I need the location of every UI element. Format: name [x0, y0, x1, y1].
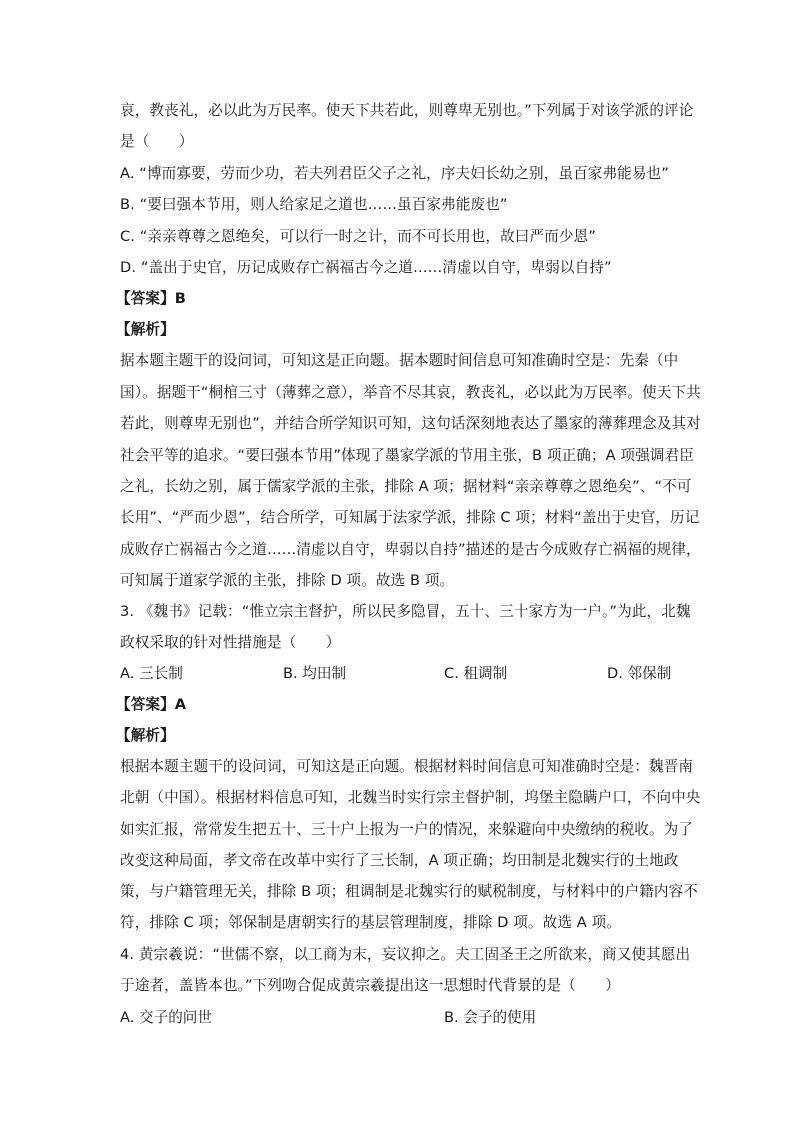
q2-analysis-line-7: 成败存亡祸福古今之道……清虚以自守，卑弱以自持”描述的是古今成败存亡祸福的规律， — [120, 541, 701, 558]
q2-analysis-line-5: 之礼，长幼之别，属于儒家学派的主张，排除 A 项；据材料“亲亲尊尊之恩绝矣”、“不可 — [120, 478, 692, 495]
q3-option-d: D. 邻保制 — [607, 665, 672, 682]
q4-stem-line-2: 于途者，盖皆本也。”下列吻合促成黄宗羲提出这一思想时代背景的是（ ） — [120, 977, 620, 994]
q3-stem-line-1: 3. 《魏书》记载：“惟立宗主督护，所以民多隐冒，五十、三十家方为一户。”为此，北魏 — [120, 603, 691, 620]
q2-stem-line-2: 是（ ） — [120, 133, 194, 150]
q2-analysis-line-2: 国）。据题干“桐棺三寸（薄葬之意），举音不尽其哀，教丧礼，必以此为万民率。使天下共 — [120, 384, 701, 401]
q2-analysis-line-6: 长用”、“严而少恩”，结合所学，可知属于法家学派，排除 C 项；材料“盖出于史官，历记 — [120, 509, 700, 526]
q2-analysis-line-8: 可知属于道家学派的主张，排除 D 项。故选 B 项。 — [120, 572, 455, 589]
q3-analysis-line-4: 改变这种局面，孝文帝在改革中实行了三长制，A 项正确；均田制是北魏实行的土地政 — [120, 852, 679, 869]
q3-stem-line-2: 政权采取的针对性措施是（ ） — [120, 634, 341, 651]
q3-analysis-line-6: 符，排除 C 项；邻保制是唐朝实行的基层管理制度，排除 D 项。故选 A 项。 — [120, 914, 621, 931]
q2-option-b: B. “要曰强本节用，则人给家足之道也……虽百家弗能废也” — [120, 196, 508, 213]
q2-option-d: D. “盖出于史官，历记成败存亡祸福古今之道……清虚以自守，卑弱以自持” — [120, 259, 612, 276]
q4-option-b: B. 会子的使用 — [444, 1009, 537, 1026]
q2-analysis-line-4: 社会平等的追求。“要曰强本节用”体现了墨家学派的节用主张，B 项正确；A 项强调君臣 — [120, 447, 694, 464]
q3-analysis-line-2: 北朝（中国）。根据材料信息可知，北魏当时实行宗主督护制，坞堡主隐瞒户口，不向中央 — [120, 789, 701, 806]
q4-option-a: A. 交子的问世 — [120, 1009, 212, 1026]
q2-option-a: A. “博而寡要，劳而少功，若夫列君臣父子之礼，序夫妇长幼之别，虽百家弗能易也” — [120, 165, 669, 182]
q3-answer: 【答案】A — [116, 696, 187, 713]
q2-analysis-label: 【解析】 — [116, 321, 175, 338]
q2-analysis-line-1: 据本题主题干的设问词，可知这是正向题。据本题时间信息可知准确时空是：先秦（中 — [120, 352, 679, 369]
q2-analysis-line-3: 若此，则尊卑无别也”，并结合所学知识可知，这句话深刻地表达了墨家的薄葬理念及其对 — [120, 415, 701, 432]
q3-analysis-line-1: 根据本题主题干的设问词，可知这是正向题。根据材料时间信息可知准确时空是：魏晋南 — [120, 758, 694, 775]
q3-option-a: A. 三长制 — [120, 665, 183, 682]
q3-option-c: C. 租调制 — [444, 665, 508, 682]
q2-option-c: C. “亲亲尊尊之恩绝矣，可以行一时之计，而不可长用也，故曰严而少恩” — [120, 228, 596, 245]
q3-analysis-label: 【解析】 — [116, 727, 175, 744]
q4-stem-line-1: 4. 黄宗羲说：“世儒不察，以工商为末，妄议抑之。夫工固圣王之所欲来，商又使其愿出 — [120, 946, 691, 963]
q2-stem-line-1: 哀，教丧礼，必以此为万民率。使天下共若此，则尊卑无别也。”下列属于对该学派的评论 — [120, 102, 694, 119]
q3-analysis-line-3: 如实汇报，常常发生把五十、三十户上报为一户的情况，来躲避向中央缴纳的税收。为了 — [120, 821, 694, 838]
q3-analysis-line-5: 策，与户籍管理无关，排除 B 项；租调制是北魏实行的赋税制度，与材料中的户籍内容不 — [120, 883, 698, 900]
q3-option-b: B. 均田制 — [283, 665, 347, 682]
q2-answer: 【答案】B — [116, 290, 186, 307]
